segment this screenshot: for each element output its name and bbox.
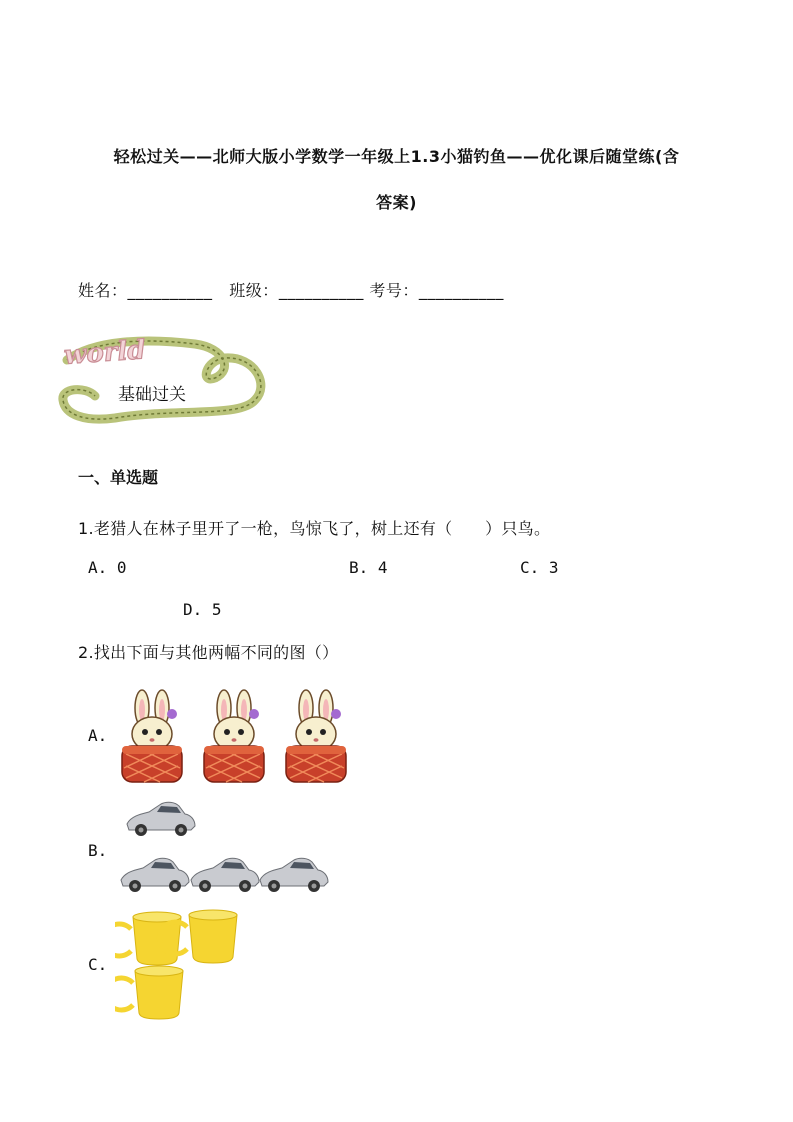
page-title [60,134,733,226]
question-2-option-a-rabbits[interactable] [115,688,365,784]
question-2-stem: 2.找出下面与其他两幅不同的图（） [78,643,339,662]
question-2-option-c-label[interactable]: C. [88,955,108,974]
rabbit-basket-image-1 [122,690,182,782]
rabbit-basket-image-2 [204,690,264,782]
class-label: 班级： [229,281,279,300]
exam-label: 考号： [369,281,419,300]
name-label: 姓名： [78,281,128,300]
question-1-stem: 1.老猎人在林子里开了一枪，鸟惊飞了，树上还有（ ）只鸟。 [78,519,551,538]
car-image-2 [191,858,259,892]
question-2-option-c-cups[interactable] [115,907,255,1027]
exam-blank[interactable]: __________ [418,281,504,300]
car-image-1 [121,858,189,892]
rabbit-basket-image-3 [286,690,346,782]
name-blank[interactable]: __________ [127,281,213,300]
question-1-option-c[interactable]: C. 3 [520,558,559,577]
section-heading: 一、单选题 [78,468,159,487]
cup-image-3 [115,966,183,1019]
car-image-3 [260,858,328,892]
car-image-top [127,802,195,836]
title-line-1: 轻松过关——北师大版小学数学一年级上1.3小猫钓鱼——优化课后随堂练(含 [113,147,680,166]
question-1-option-b[interactable]: B. 4 [349,558,388,577]
badge-word-logo: world [63,335,147,371]
question-2-option-a-label[interactable]: A. [88,726,108,745]
cup-image-1 [115,912,181,965]
question-2-option-b-label[interactable]: B. [88,841,108,860]
question-2-option-b-cars[interactable] [115,796,335,896]
class-blank[interactable]: __________ [278,281,364,300]
section-badge-label: 基础过关 [118,385,186,405]
title-line-2: 答案) [376,193,417,212]
student-info [78,278,504,301]
question-1-option-d[interactable]: D. 5 [183,600,222,619]
question-1-option-a[interactable]: A. 0 [88,558,127,577]
